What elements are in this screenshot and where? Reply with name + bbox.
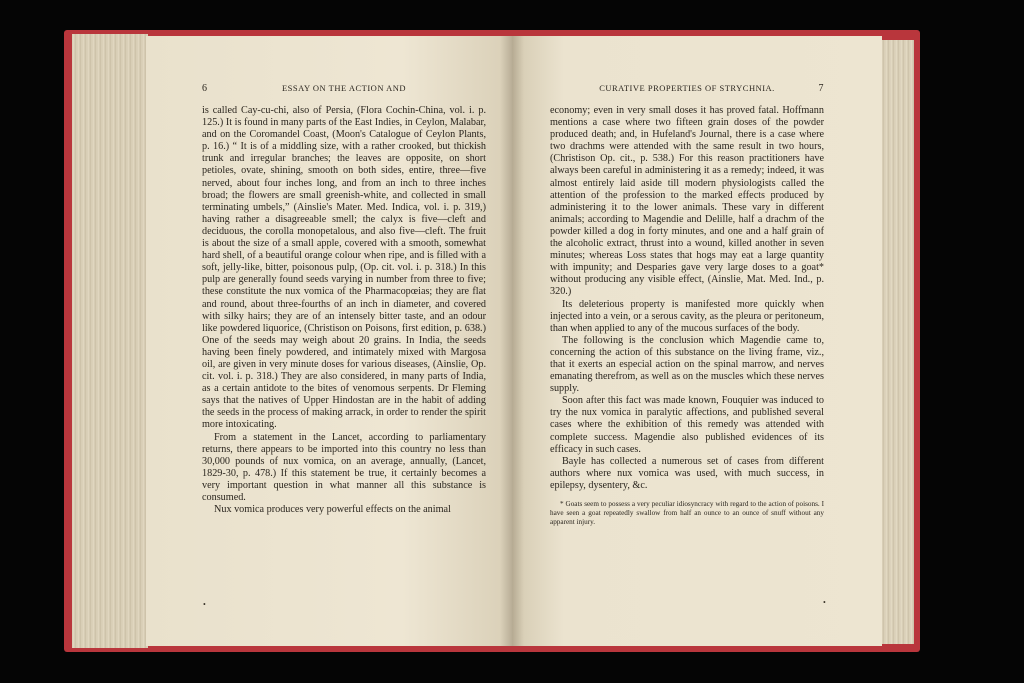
paragraph: Bayle has collected a numerous set of cases from different authors where nux vomica was used, with much success, in epilepsy, dysentery, &c. <box>550 455 824 491</box>
page-edges-right <box>880 40 914 644</box>
paragraph: The following is the conclusion which Magendie came to, concerning the action of this substance on the living frame, viz., that it exerts an especial action on the spinal marrow, and nerves emanating therefrom, as well as on the muscles which these nerves supply. <box>550 334 824 395</box>
paragraph: Nux vomica produces very powerful effects on the animal <box>214 504 451 516</box>
left-page-number: 6 <box>202 83 208 94</box>
left-running-title: ESSAY ON THE ACTION AND <box>281 83 407 93</box>
paragraph: is called Cay-cu-chi, also of Persia, (Flora Cochin-China, vol. i. p. 125.) It is found in many parts of the East Indies, in Ceylon, Malabar, and on the Coromandel Coast, (Moon's Catalogue of Ceylon Plants, p. 16.) “ It is of a middling size, with a rather crooked, but thickish trunk and irregular branches; the leaves are opposite, on short petioles, ovate, shining, smooth on both sides, entire, three—five nerved, about four inches long, and from an inch to three inches broad; the flowers are small greenish-white, and collected in small terminating umbels,” (Ainslie's Mater. Med. Indica, vol. i. p. 319,) having rather a disagreeable smell; the calyx is five—cleft and deciduous, the corolla monopetalous, and also five—cleft. The fruit is about the size of a small apple, covered with a smooth, somewhat hard shell, of a beautiful orange colour when ripe, and is filled with a soft, jelly-like, bitter, poisonous pulp, (Op. cit. vol. i. p. 318.) In this pulp are generally found seeds varying in number from three to five; these constitute the nux vomica of the Pharmacopœias; they are flat and round, about three-fourths of an inch in diameter, and covered with silky hairs; they are of an intensely bitter taste, and an odour like powdered liquorice, (Christison on Poisons, first edition, p. 638.) One of the seeds may weigh about 20 grains. In India, the seeds having been finely powdered, and intimately mixed with Margosa oil, are given in very minute doses for various diseases, (Ainslie, Op. cit. vol. i. p. 318.) They are also considered, in many parts of India, as a certain antidote to the bites of venomous serpents. Dr Fleming says that the natives of Upper Hindostan are in the habit of adding the seeds in the process of making arrack, in order to render the spirit more intoxicating. <box>202 105 486 431</box>
right-page-text <box>550 105 824 527</box>
left-signature-mark: • <box>203 600 206 609</box>
left-page <box>146 36 512 646</box>
paragraph: Soon after this fact was made known, Fouquier was induced to try the nux vomica in paralytic affections, and published several cases where the exhibition of this remedy was attended with complete success. Magendie also published evidences of its efficacy in such cases. <box>550 395 824 455</box>
paragraph: From a statement in the Lancet, according to parliamentary returns, there appears to be imported into this country no less than 30,000 pounds of nux vomica, on an average, annually, (Lancet, 1829-30, p. 478.) If this statement be true, it certainly becomes a very important question in what manner all this substance is consumed. <box>202 431 486 503</box>
right-signature-mark: • <box>823 598 826 607</box>
left-page-text <box>202 105 486 516</box>
page-edges-left <box>72 34 148 648</box>
paragraph: economy; even in very small doses it has proved fatal. Hoffmann mentions a case where two fifteen grain doses of the powder produced death; and, in Hufeland's Journal, there is a case where two drachms were attended with the same result in two hours, (Christison Op. cit., p. 538.) For this reason practitioners have always been careful in administering it as a remedy; indeed, it was almost entirely laid aside till modern physiologists called the attention of the profession to the marked effects produced by administering it to the lower animals. These vary in different animals; according to Magendie and Delille, half a drachm of the powder killed a dog in forty minutes, and one and a half grain of the alcoholic extract, thrust into a wound, killed another in seven minutes; whereas Loss states that hogs may eat a large quantity with impunity; and Desparies gave very large doses to a goat* without producing any visible effect, (Ainslie, Mat. Med. Ind., p. 320.) <box>550 105 824 298</box>
book-gutter <box>500 36 524 646</box>
paragraph: Its deleterious property is manifested more quickly when injected into a vein, or a serous cavity, as the pleura or peritoneum, than when applied to any of the mucous surfaces of the body. <box>550 298 824 334</box>
footnote: * Goats seem to possess a very peculiar idiosyncracy with regard to the action of poisons. I have seen a goat repeatedly swallow from half an ounce to an ounce of snuff without any apparent injury. <box>550 500 824 526</box>
right-running-title: CURATIVE PROPERTIES OF STRYCHNIA. <box>599 83 775 93</box>
left-running-head <box>202 83 486 95</box>
right-page-number: 7 <box>818 83 824 94</box>
right-page <box>512 36 882 646</box>
right-running-head <box>550 83 824 95</box>
